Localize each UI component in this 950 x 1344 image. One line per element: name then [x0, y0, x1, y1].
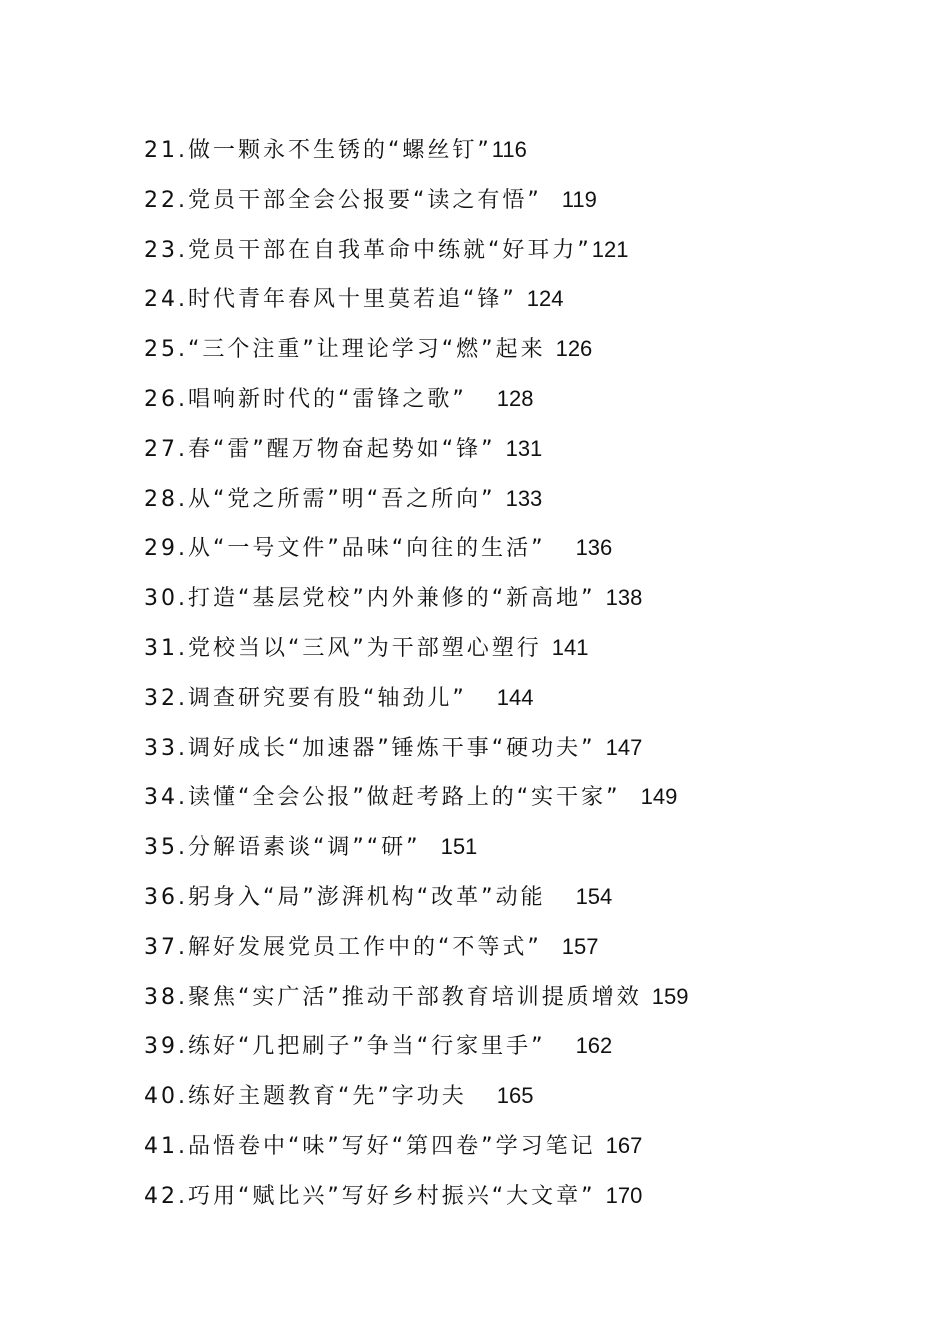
toc-entry-page: 154 — [575, 883, 613, 909]
toc-entry-page: 119 — [561, 186, 597, 212]
toc-entry-35[interactable] — [144, 827, 864, 877]
toc-entry-gap — [621, 785, 641, 810]
toc-entry-41[interactable] — [144, 1126, 864, 1176]
toc-entry-title: 31.党校当以“三风”为干部塑心塑行 — [144, 635, 542, 661]
toc-entry-page: 165 — [496, 1083, 534, 1109]
toc-entry-title: 24.时代青年春风十里莫若追“锋” — [144, 287, 517, 313]
toc-entry-page: 128 — [496, 385, 534, 411]
toc-entry-page: 167 — [605, 1132, 643, 1158]
toc-entry-37[interactable] — [144, 927, 864, 977]
toc-entry-page: 116 — [491, 137, 527, 162]
toc-entry-title: 22.党员干部全会公报要“读之有悟” — [144, 187, 542, 213]
toc-entry-title: 42.巧用“赋比兴”写好乡村振兴“大文章” — [144, 1183, 596, 1209]
toc-entry-22[interactable] — [144, 180, 864, 230]
toc-entry-39[interactable] — [144, 1026, 864, 1076]
toc-entry-page: 131 — [505, 435, 543, 461]
toc-entry-42[interactable] — [144, 1176, 864, 1226]
toc-entry-title: 35.分解语素谈“调”“研” — [144, 835, 421, 861]
toc-entry-33[interactable] — [144, 728, 864, 778]
toc-entry-page: 159 — [651, 983, 689, 1009]
toc-entry-title: 38.聚焦“实广活”推动干部教育培训提质增效 — [144, 984, 642, 1010]
toc-entry-page: 147 — [605, 734, 643, 760]
toc-entry-gap — [542, 935, 562, 960]
toc-entry-gap — [421, 835, 441, 860]
toc-entry-32[interactable] — [144, 678, 864, 728]
toc-entry-title: 39.练好“几把刷子”争当“行家里手” — [144, 1034, 546, 1060]
toc-entry-gap — [496, 437, 506, 462]
toc-entry-title: 33.调好成长“加速器”锤炼干事“硬功夫” — [144, 735, 596, 761]
toc-entry-gap — [546, 885, 576, 910]
toc-entry-31[interactable] — [144, 628, 864, 678]
toc-entry-29[interactable] — [144, 528, 864, 578]
toc-entry-gap — [542, 188, 562, 213]
toc-entry-title: 40.练好主题教育“先”字功夫 — [144, 1084, 467, 1110]
toc-entry-23[interactable] — [144, 230, 864, 280]
toc-entry-title: 25.“三个注重”让理论学习“燃”起来 — [144, 337, 546, 363]
toc-entry-page: 136 — [575, 535, 613, 561]
toc-entry-30[interactable] — [144, 578, 864, 628]
toc-entry-title: 37.解好发展党员工作中的“不等式” — [144, 934, 542, 960]
toc-entry-gap — [546, 1034, 576, 1059]
toc-entry-25[interactable] — [144, 329, 864, 379]
toc-entry-40[interactable] — [144, 1076, 864, 1126]
toc-entry-page: 144 — [496, 684, 534, 710]
toc-entry-gap — [542, 636, 552, 661]
toc-entry-24[interactable] — [144, 279, 864, 329]
toc-entry-page: 121 — [591, 236, 629, 262]
toc-entry-gap — [596, 736, 606, 761]
toc-entry-title: 41.品悟卷中“味”写好“第四卷”学习笔记 — [144, 1133, 596, 1159]
toc-entry-gap — [496, 487, 506, 512]
toc-entry-title: 28.从“党之所需”明“吾之所向” — [144, 486, 496, 512]
toc-entry-gap — [517, 287, 527, 312]
toc-entry-gap — [467, 1084, 497, 1109]
toc-entry-page: 126 — [555, 336, 593, 362]
toc-entry-title: 32.调查研究要有股“轴劲儿” — [144, 685, 467, 711]
toc-entry-27[interactable] — [144, 429, 864, 479]
toc-entry-page: 151 — [440, 834, 478, 860]
toc-entry-title: 36.躬身入“局”澎湃机构“改革”动能 — [144, 884, 546, 910]
toc-entry-title: 29.从“一号文件”品味“向往的生活” — [144, 536, 546, 562]
toc-entry-page: 162 — [575, 1033, 613, 1059]
table-of-contents — [144, 130, 864, 1226]
toc-entry-title: 27.春“雷”醒万物奋起势如“锋” — [144, 436, 496, 462]
toc-entry-28[interactable] — [144, 479, 864, 529]
toc-entry-gap — [596, 1134, 606, 1159]
toc-entry-title: 21.做一颗永不生锈的“螺丝钉” — [144, 138, 492, 163]
toc-entry-21[interactable] — [144, 130, 864, 180]
toc-entry-gap — [467, 686, 497, 711]
toc-entry-gap — [467, 387, 497, 412]
toc-entry-34[interactable] — [144, 777, 864, 827]
toc-entry-page: 124 — [526, 286, 564, 312]
toc-entry-title: 34.读懂“全会公报”做赶考路上的“实干家” — [144, 785, 621, 811]
toc-entry-gap — [642, 985, 652, 1010]
toc-entry-gap — [546, 536, 576, 561]
toc-entry-26[interactable] — [144, 379, 864, 429]
toc-entry-title: 30.打造“基层党校”内外兼修的“新高地” — [144, 586, 596, 612]
toc-entry-page: 170 — [605, 1182, 643, 1208]
toc-entry-gap — [596, 1184, 606, 1209]
toc-entry-page: 138 — [605, 585, 643, 611]
toc-entry-gap — [596, 586, 606, 611]
toc-entry-36[interactable] — [144, 877, 864, 927]
toc-entry-page: 141 — [551, 634, 589, 660]
toc-entry-38[interactable] — [144, 977, 864, 1027]
toc-entry-page: 149 — [640, 784, 678, 810]
toc-entry-title: 23.党员干部在自我革命中练就“好耳力” — [144, 237, 592, 263]
toc-entry-gap — [546, 337, 556, 362]
toc-entry-title: 26.唱响新时代的“雷锋之歌” — [144, 386, 467, 412]
toc-entry-page: 133 — [505, 485, 543, 511]
toc-entry-page: 157 — [561, 933, 599, 959]
